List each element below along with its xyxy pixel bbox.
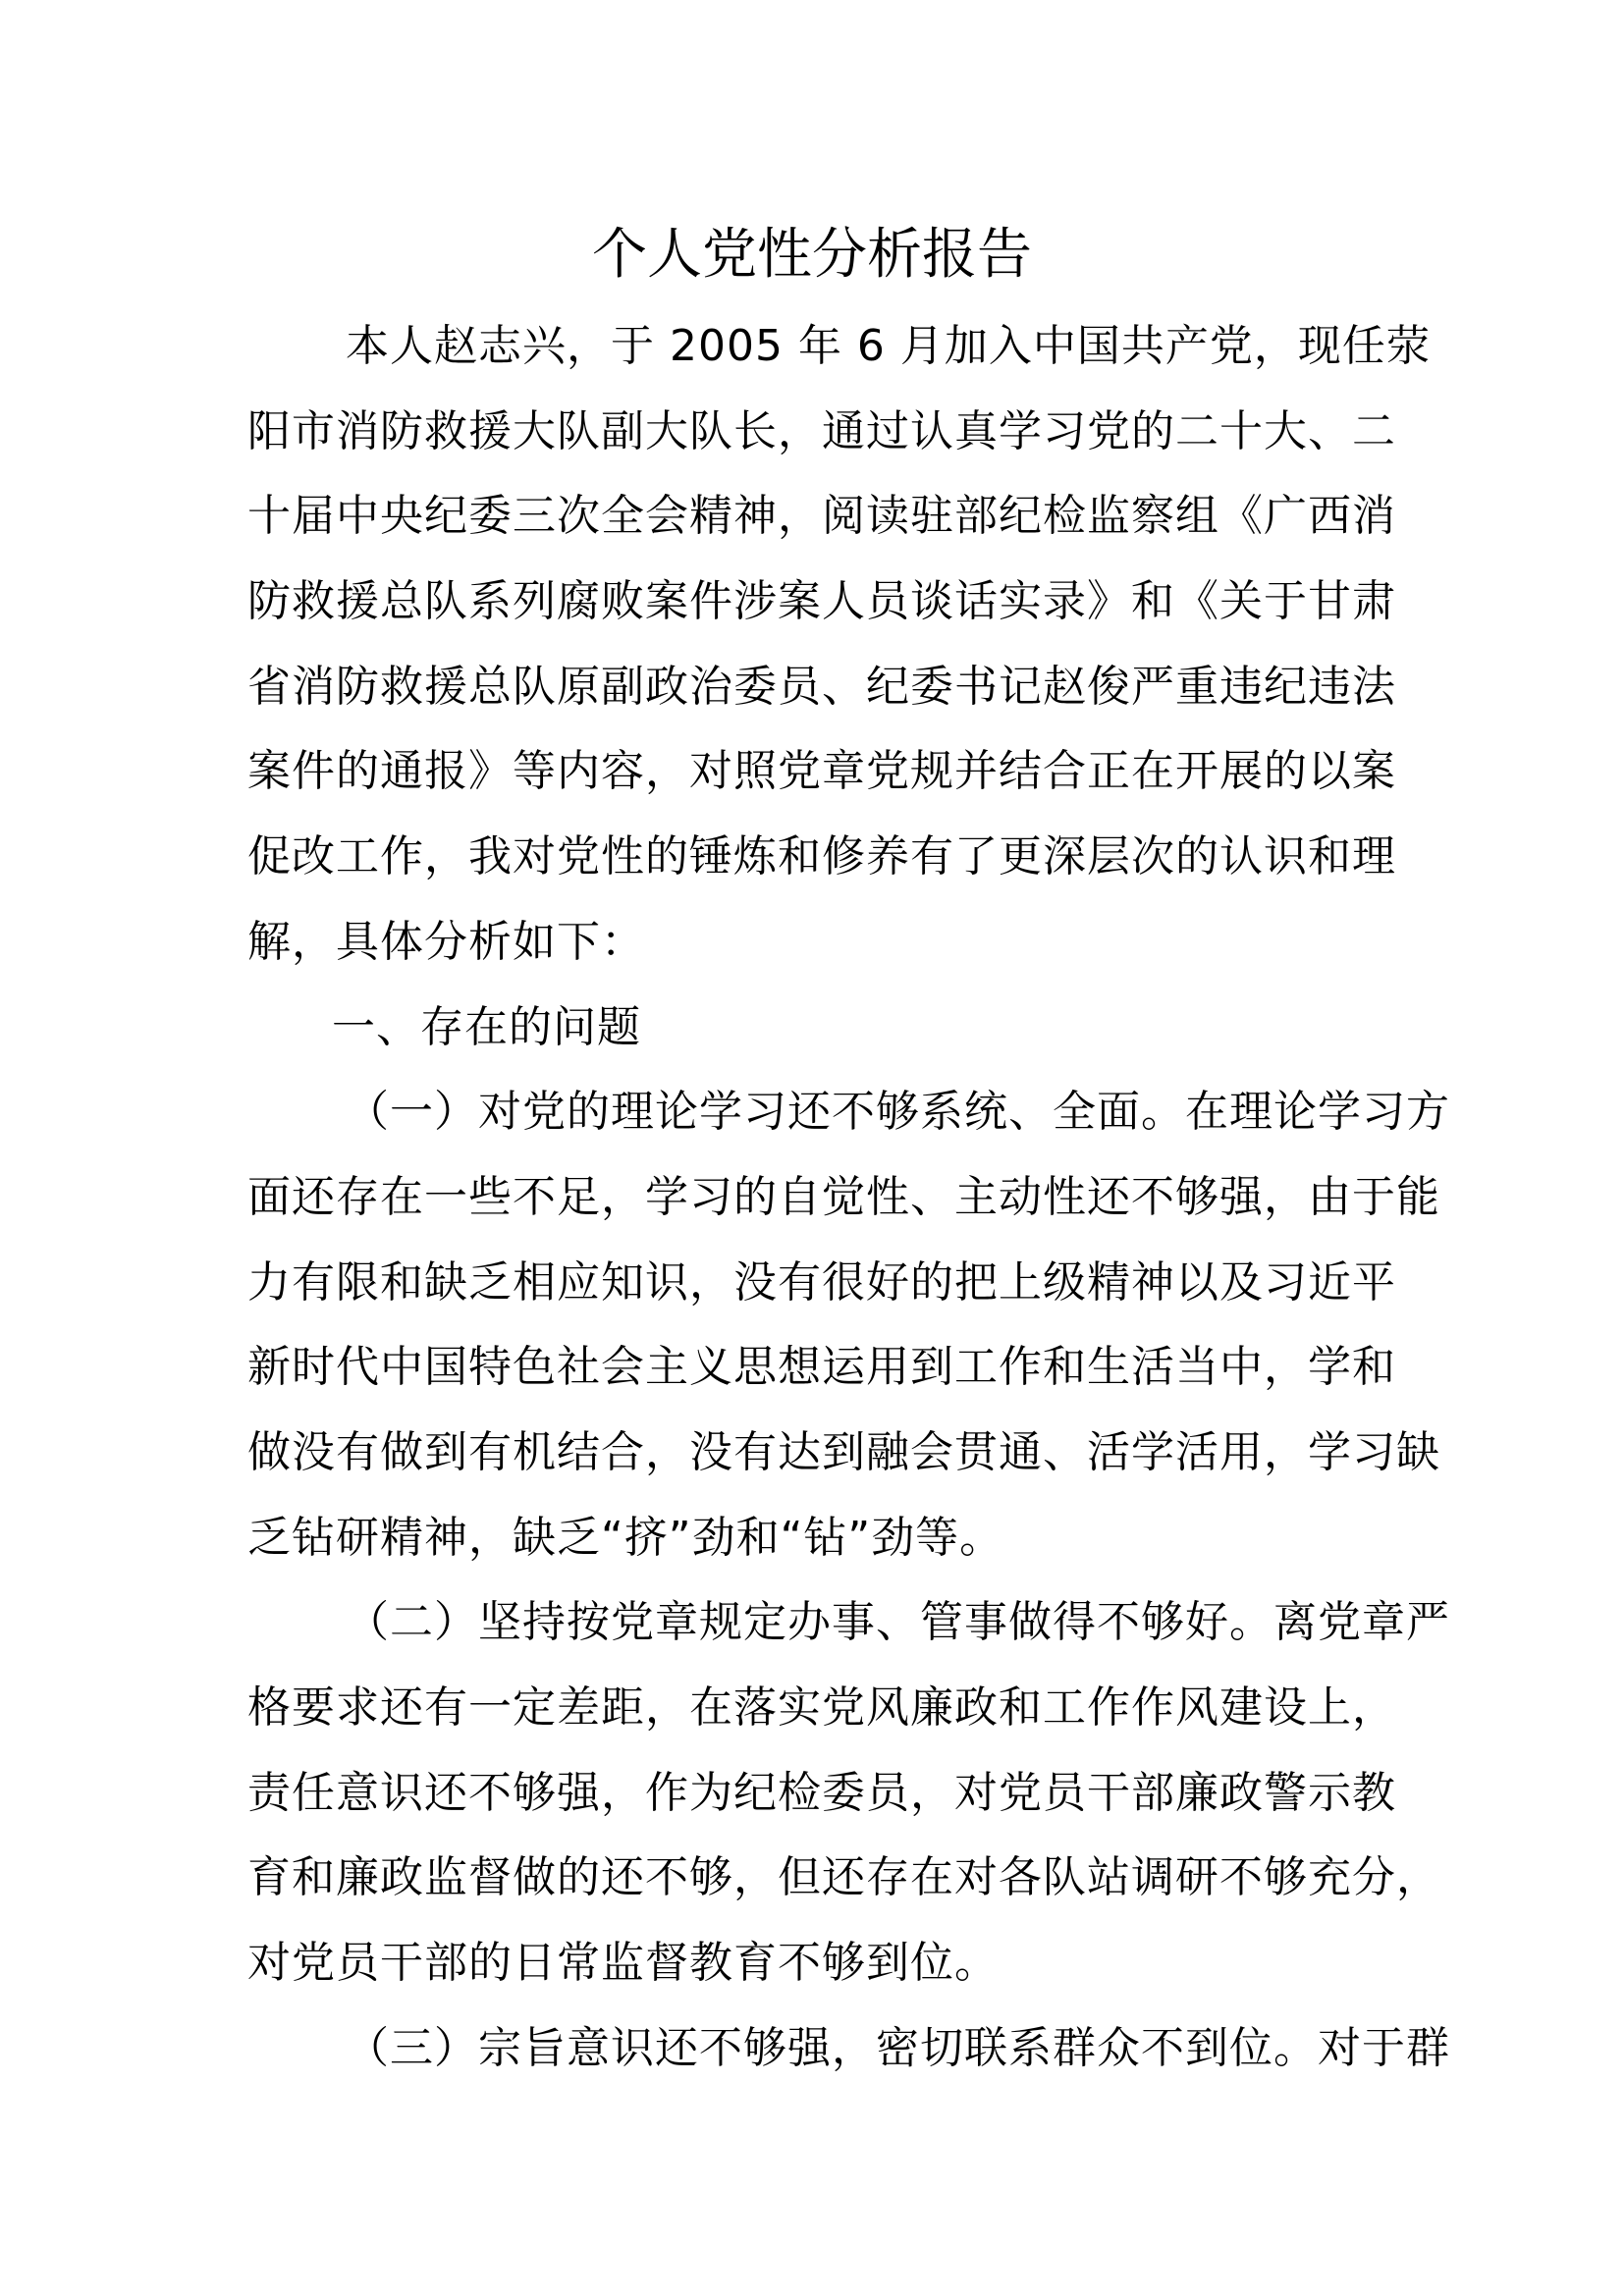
paragraph-line: 新时代中国特色社会主义思想运用到工作和生活当中，学和: [247, 1342, 1396, 1393]
paragraph-line: 格要求还有一定差距，在落实党风廉政和工作作风建设上，: [247, 1682, 1396, 1733]
paragraph-line: 做没有做到有机结合，没有达到融会贯通、活学活用，学习缺: [247, 1426, 1440, 1477]
paragraph-line: 育和廉政监督做的还不够，但还存在对各队站调研不够充分，: [247, 1852, 1440, 1903]
paragraph-line: 责任意识还不够强，作为纪检委员，对党员干部廉政警示教: [247, 1767, 1396, 1818]
paragraph-line: 省消防救援总队原副政治委员、纪委书记赵俊严重违纪违法: [247, 661, 1396, 712]
paragraph-line: 面还存在一些不足，学习的自觉性、主动性还不够强，由于能: [247, 1171, 1440, 1222]
paragraph-line: 阳市消防救援大队副大队长，通过认真学习党的二十大、二: [247, 405, 1396, 456]
document-title: 个人党性分析报告: [592, 223, 1032, 287]
paragraph-line: 力有限和缺乏相应知识，没有很好的把上级精神以及习近平: [247, 1256, 1396, 1308]
paragraph-line: 本人赵志兴，于 2005 年 6 月加入中国共产党，现任荥: [346, 321, 1431, 371]
paragraph-line: 解，具体分析如下：: [247, 916, 645, 967]
paragraph-line: （一）对党的理论学习还不够系统、全面。在理论学习方: [346, 1087, 1450, 1138]
document-body: [247, 312, 1450, 2099]
paragraph-line: 案件的通报》等内容，对照党章党规并结合正在开展的以案: [247, 746, 1396, 797]
paragraph-line: 对党员干部的日常监督教育不够到位。: [247, 1938, 999, 1989]
paragraph-line: （二）坚持按党章规定办事、管事做得不够好。离党章严: [346, 1597, 1450, 1648]
paragraph-line: 乏钻研精神，缺乏“挤”劲和“钻”劲等。: [247, 1512, 1004, 1563]
paragraph-line: 防救援总队系列腐败案件涉案人员谈话实录》和《关于甘肃: [247, 576, 1396, 627]
paragraph-line: （三）宗旨意识还不够强，密切联系群众不到位。对于群: [346, 2022, 1450, 2073]
paragraph-line: 促改工作，我对党性的锤炼和修养有了更深层次的认识和理: [247, 831, 1396, 882]
paragraph-line: 十届中央纪委三次全会精神，阅读驻部纪检监察组《广西消: [247, 491, 1396, 542]
section-heading: 一、存在的问题: [332, 1001, 641, 1052]
